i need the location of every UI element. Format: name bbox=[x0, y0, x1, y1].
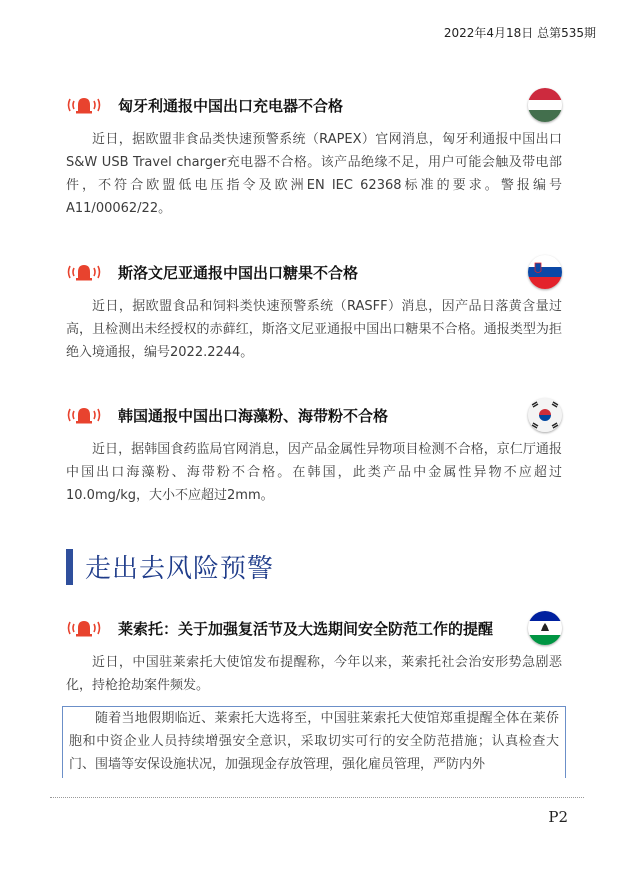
news-body: 近日，据欧盟非食品类快速预警系统（RAPEX）官网消息，匈牙利通报中国出口S&W USB Travel charger充电器不合格。该产品绝缘不足，用户可能会触及带电部件，不符合欧盟低电压指令及欧洲EN IEC 62368标准的要求。警报编号A11/00062/22。 bbox=[66, 132, 562, 216]
alert-title: 莱索托：关于加强复活节及大选期间安全防范工作的提醒 bbox=[118, 620, 494, 638]
news-title: 韩国通报中国出口海藻粉、海带粉不合格 bbox=[118, 407, 389, 425]
hungary-flag-icon bbox=[528, 88, 562, 122]
lesotho-flag-icon bbox=[528, 611, 562, 645]
section-heading bbox=[66, 548, 274, 585]
highlighted-text-box bbox=[62, 706, 566, 778]
slovenia-flag-icon bbox=[528, 255, 562, 289]
news-title: 斯洛文尼亚通报中国出口糖果不合格 bbox=[118, 264, 359, 282]
news-title: 匈牙利通报中国出口充电器不合格 bbox=[118, 97, 344, 115]
page-number: P2 bbox=[548, 808, 568, 826]
alarm-bell-icon bbox=[66, 261, 102, 283]
footer-divider bbox=[50, 797, 584, 798]
section-accent-bar bbox=[66, 549, 73, 585]
alarm-bell-icon bbox=[66, 404, 102, 426]
news-item bbox=[66, 398, 562, 507]
news-body: 近日，据欧盟食品和饲料类快速预警系统（RASFF）消息，因产品日落黄含量过高，且检测出未经授权的赤藓红，斯洛文尼亚通报中国出口糖果不合格。通报类型为拒绝入境通报，编号2022.2244。 bbox=[66, 299, 562, 360]
alarm-bell-icon bbox=[66, 94, 102, 116]
news-body: 近日，据韩国食药监局官网消息，因产品金属性异物项目检测不合格，京仁厅通报中国出口海藻粉、海带粉不合格。在韩国，此类产品中金属性异物不应超过10.0mg/kg，大小不应超过2mm。 bbox=[66, 442, 562, 503]
news-item bbox=[66, 255, 562, 364]
south-korea-flag-icon bbox=[528, 398, 562, 432]
alert-item bbox=[66, 611, 562, 697]
section-title: 走出去风险预警 bbox=[85, 554, 275, 584]
alert-body: 近日，中国驻莱索托大使馆发布提醒称，今年以来，莱索托社会治安形势急剧恶化，持枪抢劫案件频发。 bbox=[66, 655, 562, 693]
issue-date: 2022年4月18日 总第535期 bbox=[443, 26, 596, 40]
alarm-bell-icon bbox=[66, 617, 102, 639]
news-item bbox=[66, 88, 562, 220]
boxed-body: 随着当地假期临近、莱索托大选将至，中国驻莱索托大使馆郑重提醒全体在莱侨胞和中资企业人员持续增强安全意识，采取切实可行的安全防范措施；认真检查大门、围墙等安保设施状况，加强现金存放管理，强化雇员管理，严防内外 bbox=[69, 711, 559, 772]
